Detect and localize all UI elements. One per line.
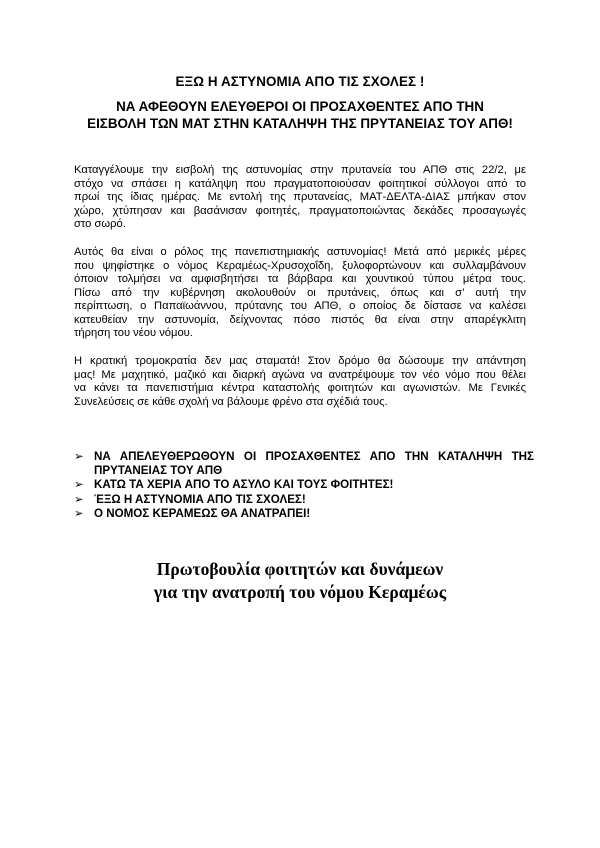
demand-line: ΈΞΩ Η ΑΣΤΥΝΟΜΙΑ ΑΠΟ ΤΙΣ ΣΧΟΛΕΣ! bbox=[94, 492, 306, 506]
demands-list bbox=[74, 450, 534, 521]
arrow-bullet-icon: ➢ bbox=[74, 478, 84, 492]
demand-line: ΚΑΤΩ ΤΑ ΧΕΡΙΑ ΑΠΟ ΤΟ ΑΣΥΛΟ ΚΑΙ ΤΟΥΣ ΦΟΙΤΗΤΕΣ! bbox=[94, 478, 394, 492]
paragraph-line: τήρηση του νέου νόμου. bbox=[74, 327, 193, 339]
sub-heading-line-2: ΕΙΣΒΟΛΗ ΤΩΝ ΜΑΤ ΣΤΗΝ ΚΑΤΑΛΗΨΗ ΤΗΣ ΠΡΥΤΑΝΕΙΑΣ ΤΟΥ ΑΠΘ! bbox=[87, 115, 513, 131]
arrow-bullet-icon: ➢ bbox=[74, 450, 84, 463]
paragraph-line: στόχο να σπάσει η κατάληψη που πραγματοποιούσαν φοιτητικοί σύλλογοι από το bbox=[74, 177, 526, 190]
demand-item bbox=[74, 478, 534, 492]
demand-item bbox=[74, 493, 534, 507]
paragraph-2 bbox=[74, 246, 526, 341]
signature-block bbox=[0, 558, 600, 603]
paragraph-3 bbox=[74, 355, 526, 409]
paragraph-line: Συνελεύσεις σε κάθε σχολή να βάλουμε φρένο στα σχέδιά τους. bbox=[74, 395, 388, 408]
sub-heading bbox=[60, 99, 540, 132]
paragraph-line: που ψηφίστηκε ο νόμος Κεραμέως-Χρυσοχοΐδη, ξυλοφορτώνουν και συλλαμβάνουν bbox=[74, 259, 526, 272]
demand-text bbox=[94, 493, 534, 507]
paragraph-line: στο σωρό. bbox=[74, 218, 126, 230]
signature-line-1: Πρωτοβουλία φοιτητών και δυνάμεων bbox=[156, 559, 444, 579]
paragraph-line: κατευθείαν την αστυνομία, δείχνοντας πόσο πιστός θα είναι στην απαρέγκλιτη bbox=[74, 313, 526, 326]
paragraph-line: μας! Με μαχητικό, μαζικό και διαρκή αγώνα να ανατρέψουμε τον νέο νόμο που θέλει bbox=[74, 368, 526, 381]
demand-text bbox=[94, 478, 534, 492]
arrow-bullet-icon: ➢ bbox=[74, 506, 84, 520]
paragraph-line: Καταγγέλουμε την εισβολή της αστυνομίας στην πρυτανεία του ΑΠΘ στις 22/2, με bbox=[74, 164, 526, 176]
demand-line: ΠΡΥΤΑΝΕΙΑΣ ΤΟΥ ΑΠΘ bbox=[94, 464, 223, 478]
paragraph-line: να κάνει τα πανεπιστήμια κέντρα καταστολής φοιτητών και αγωνιστών. Με Γενικές bbox=[74, 382, 526, 394]
sub-heading-line-1: ΝΑ ΑΦΕΘΟΥΝ ΕΛΕΥΘΕΡΟΙ ΟΙ ΠΡΟΣΑΧΘΕΝΤΕΣ ΑΠΟ ΤΗΝ bbox=[116, 99, 484, 114]
paragraph-line: περίπτωση, ο Παπαϊωάννου, πρύτανης του ΑΠΘ, ο οποίος δε δίστασε να καλέσει bbox=[74, 300, 526, 312]
paragraph-line: χώρο, χτύπησαν και βασάνισαν φοιτητές, πραγματοποιώντας δεκάδες προσαγωγές bbox=[74, 204, 526, 217]
paragraph-1 bbox=[74, 164, 526, 232]
paragraph-line: Η κρατική τρομοκρατία δεν μας σταματά! Στον δρόμο θα δώσουμε την απάντηση bbox=[74, 355, 526, 367]
demand-item bbox=[74, 450, 534, 478]
demand-text bbox=[94, 450, 534, 478]
paragraph-line: Πίσω από την κυβέρνηση ακολουθούν οι πρυτάνεις, όπως και σ’ αυτή την bbox=[74, 286, 526, 299]
demand-item bbox=[74, 507, 534, 521]
main-heading bbox=[0, 73, 600, 90]
paragraph-line: Αυτός θα είναι ο ρόλος της πανεπιστημιακής αστυνομίας! Μετά από μερικές μέρες bbox=[74, 246, 526, 258]
paragraph-line: πρωί της ίδιας ημέρας. Με εντολή της πρυτανείας, ΜΑΤ-ΔΕΛΤΑ-ΔΙΑΣ μπήκαν στον bbox=[74, 191, 526, 203]
signature-line-2: για την ανατροπή του νόμου Κεραμέως bbox=[153, 581, 447, 602]
main-heading-text: ΕΞΩ Η ΑΣΤΥΝΟΜΙΑ ΑΠΟ ΤΙΣ ΣΧΟΛΕΣ ! bbox=[175, 74, 425, 89]
arrow-bullet-icon: ➢ bbox=[74, 492, 84, 506]
demand-text bbox=[94, 507, 534, 521]
paragraph-line: όποιον τολμήσει να αμφισβητήσει τα βάρβαρα και χουντικού τύπου μέτρα τους. bbox=[74, 273, 526, 285]
demand-line: Ο ΝΟΜΟΣ ΚΕΡΑΜΕΩΣ ΘΑ ΑΝΑΤΡΑΠΕΙ! bbox=[94, 506, 311, 520]
demand-line: ΝΑ ΑΠΕΛΕΥΘΕΡΩΘΟΥΝ ΟΙ ΠΡΟΣΑΧΘΕΝΤΕΣ ΑΠΟ ΤΗΝ ΚΑΤΑΛΗΨΗ ΤΗΣ bbox=[94, 450, 534, 463]
